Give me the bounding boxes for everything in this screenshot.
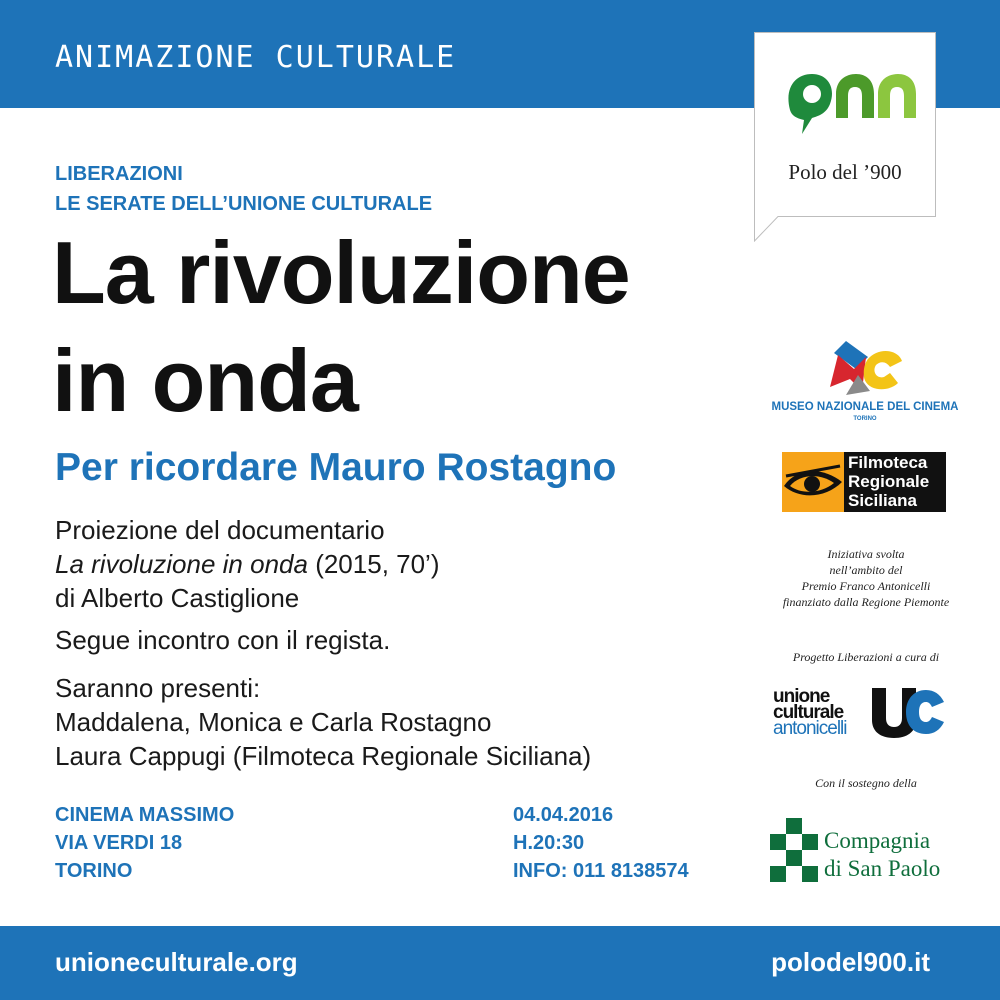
film-title: La rivoluzione in onda bbox=[55, 549, 308, 579]
film-details: (2015, 70’) bbox=[307, 549, 440, 579]
museo-cinema-name: MUSEO NAZIONALE DEL CINEMA bbox=[771, 401, 959, 413]
presenters-line1: Maddalena, Monica e Carla Rostagno bbox=[55, 707, 492, 737]
polo-logo-bubble bbox=[754, 32, 936, 242]
event-title-line2: in onda bbox=[52, 331, 358, 430]
projection-intro: Proiezione del documentario bbox=[55, 515, 385, 545]
museo-cinema-logo-icon bbox=[826, 335, 906, 399]
museo-cinema-city: TORINO bbox=[853, 416, 877, 422]
presenters-heading: Saranno presenti: bbox=[55, 673, 261, 703]
event-title-line1: La rivoluzione bbox=[52, 223, 630, 322]
unione-logo-line3: antonicelli bbox=[773, 718, 847, 739]
unione-logo-line2: culturale bbox=[773, 702, 844, 723]
event-time: H.20:30 bbox=[513, 832, 585, 854]
event-subtitle: Per ricordare Mauro Rostagno bbox=[55, 446, 617, 489]
projection-director: di Alberto Castiglione bbox=[55, 583, 300, 613]
compagnia-checker-icon bbox=[770, 818, 818, 882]
initiative-line3: Premio Franco Antonicelli bbox=[801, 579, 931, 593]
filmoteca-line1: Filmoteca bbox=[848, 453, 928, 472]
initiative-line4: finanziato dalla Regione Piemonte bbox=[782, 595, 950, 609]
unione-website-link[interactable]: unioneculturale.org bbox=[55, 947, 298, 977]
filmoteca-line2: Regionale bbox=[848, 472, 930, 491]
venue-name: CINEMA MASSIMO bbox=[55, 804, 235, 826]
info-phone: INFO: 011 8138574 bbox=[513, 860, 689, 882]
header-title: ANIMAZIONE CULTURALE bbox=[55, 40, 457, 75]
polo-website-link[interactable]: polodel900.it bbox=[771, 947, 930, 977]
venue-street: VIA VERDI 18 bbox=[55, 832, 183, 854]
filmoteca-line3: Siciliana bbox=[848, 491, 917, 510]
venue-city: TORINO bbox=[55, 860, 133, 882]
polo-logo-text: Polo del ’900 bbox=[788, 160, 902, 184]
initiative-line1: Iniziativa svolta bbox=[827, 547, 905, 561]
projection-film bbox=[55, 549, 440, 580]
uc-mark-icon bbox=[870, 684, 946, 740]
compagnia-name-line1: Compagnia bbox=[824, 828, 931, 853]
eye-icon bbox=[782, 452, 844, 512]
event-date: 04.04.2016 bbox=[513, 804, 614, 826]
project-credit: Progetto Liberazioni a cura di bbox=[792, 650, 940, 664]
meeting-note: Segue incontro con il regista. bbox=[55, 625, 391, 655]
initiative-line2: nell’ambito del bbox=[829, 563, 903, 577]
compagnia-name-line2: di San Paolo bbox=[824, 856, 941, 881]
series-subtitle: LE SERATE DELL’UNIONE CULTURALE bbox=[55, 193, 433, 215]
support-credit: Con il sostegno della bbox=[815, 776, 917, 790]
unione-logo-line1: unione bbox=[773, 686, 830, 707]
series-title: LIBERAZIONI bbox=[55, 163, 183, 185]
presenters-line2: Laura Cappugi (Filmoteca Regionale Siciliana) bbox=[55, 741, 592, 771]
